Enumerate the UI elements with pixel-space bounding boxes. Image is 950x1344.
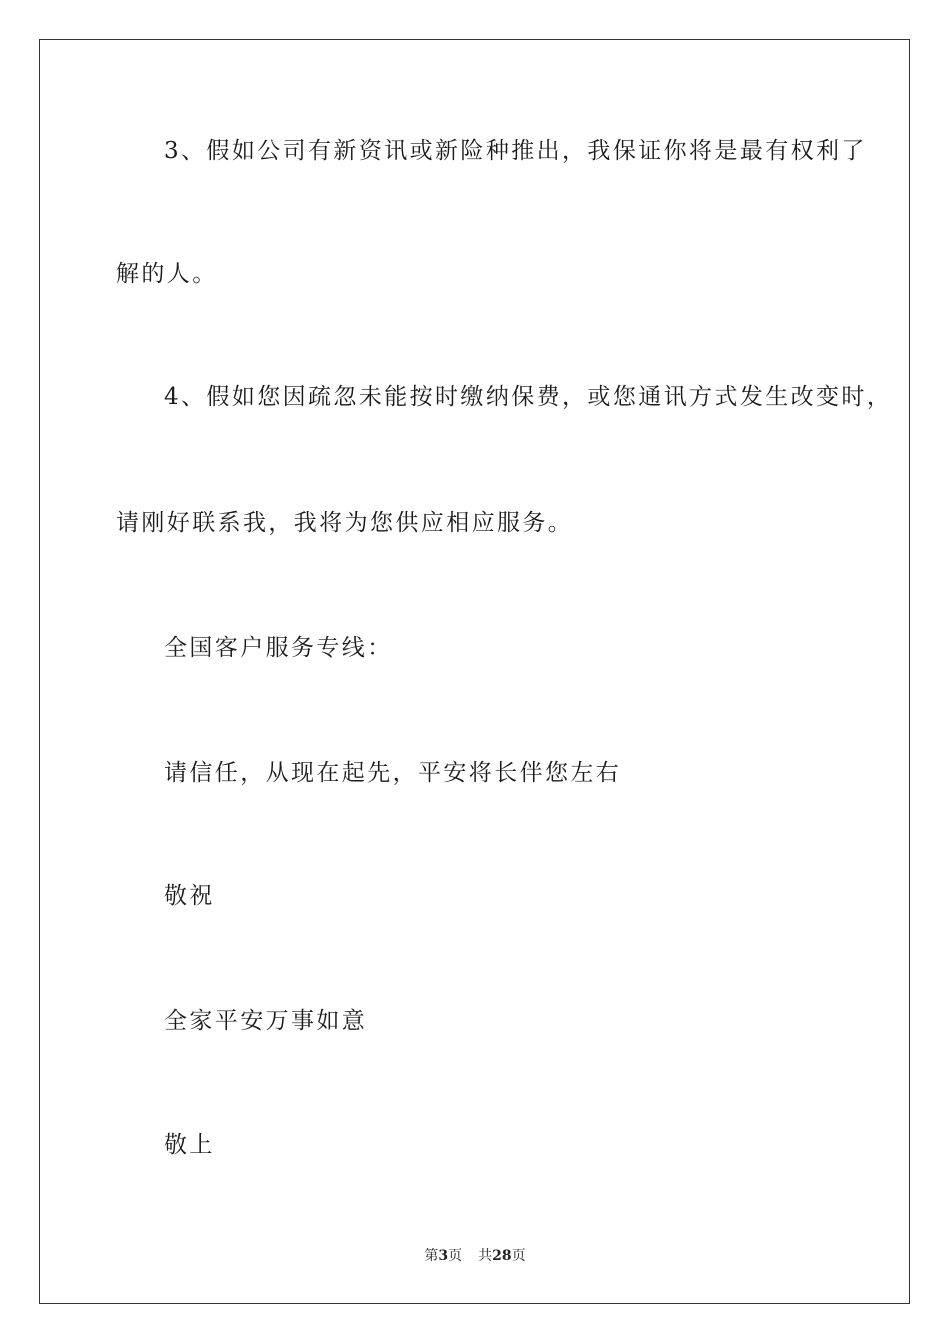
page-suffix: 页 (448, 1248, 463, 1264)
page-number: 3 (438, 1248, 449, 1264)
paragraph-4-line-2: 请刚好联系我，我将为您供应相应服务。 (116, 510, 574, 536)
closing-signoff: 敬上 (164, 1132, 215, 1158)
total-prefix: 共 (478, 1248, 493, 1264)
blessing: 全家平安万事如意 (164, 1008, 368, 1034)
paragraph-3-line-1: 3、假如公司有新资讯或新险种推出，我保证你将是最有权利了 (164, 138, 867, 164)
page-prefix: 第 (424, 1248, 439, 1264)
salutation-wish: 敬祝 (164, 883, 215, 909)
page-footer (0, 1246, 950, 1266)
total-suffix: 页 (511, 1248, 526, 1264)
page-frame (39, 39, 910, 1304)
trust-statement: 请信任，从现在起先，平安将长伴您左右 (164, 760, 622, 786)
hotline-label: 全国客户服务专线： (164, 635, 393, 661)
paragraph-4-line-1: 4、假如您因疏忽未能按时缴纳保费，或您通讯方式发生改变时， (164, 384, 893, 410)
paragraph-3-line-2: 解的人。 (116, 261, 218, 287)
total-pages: 28 (492, 1248, 512, 1264)
